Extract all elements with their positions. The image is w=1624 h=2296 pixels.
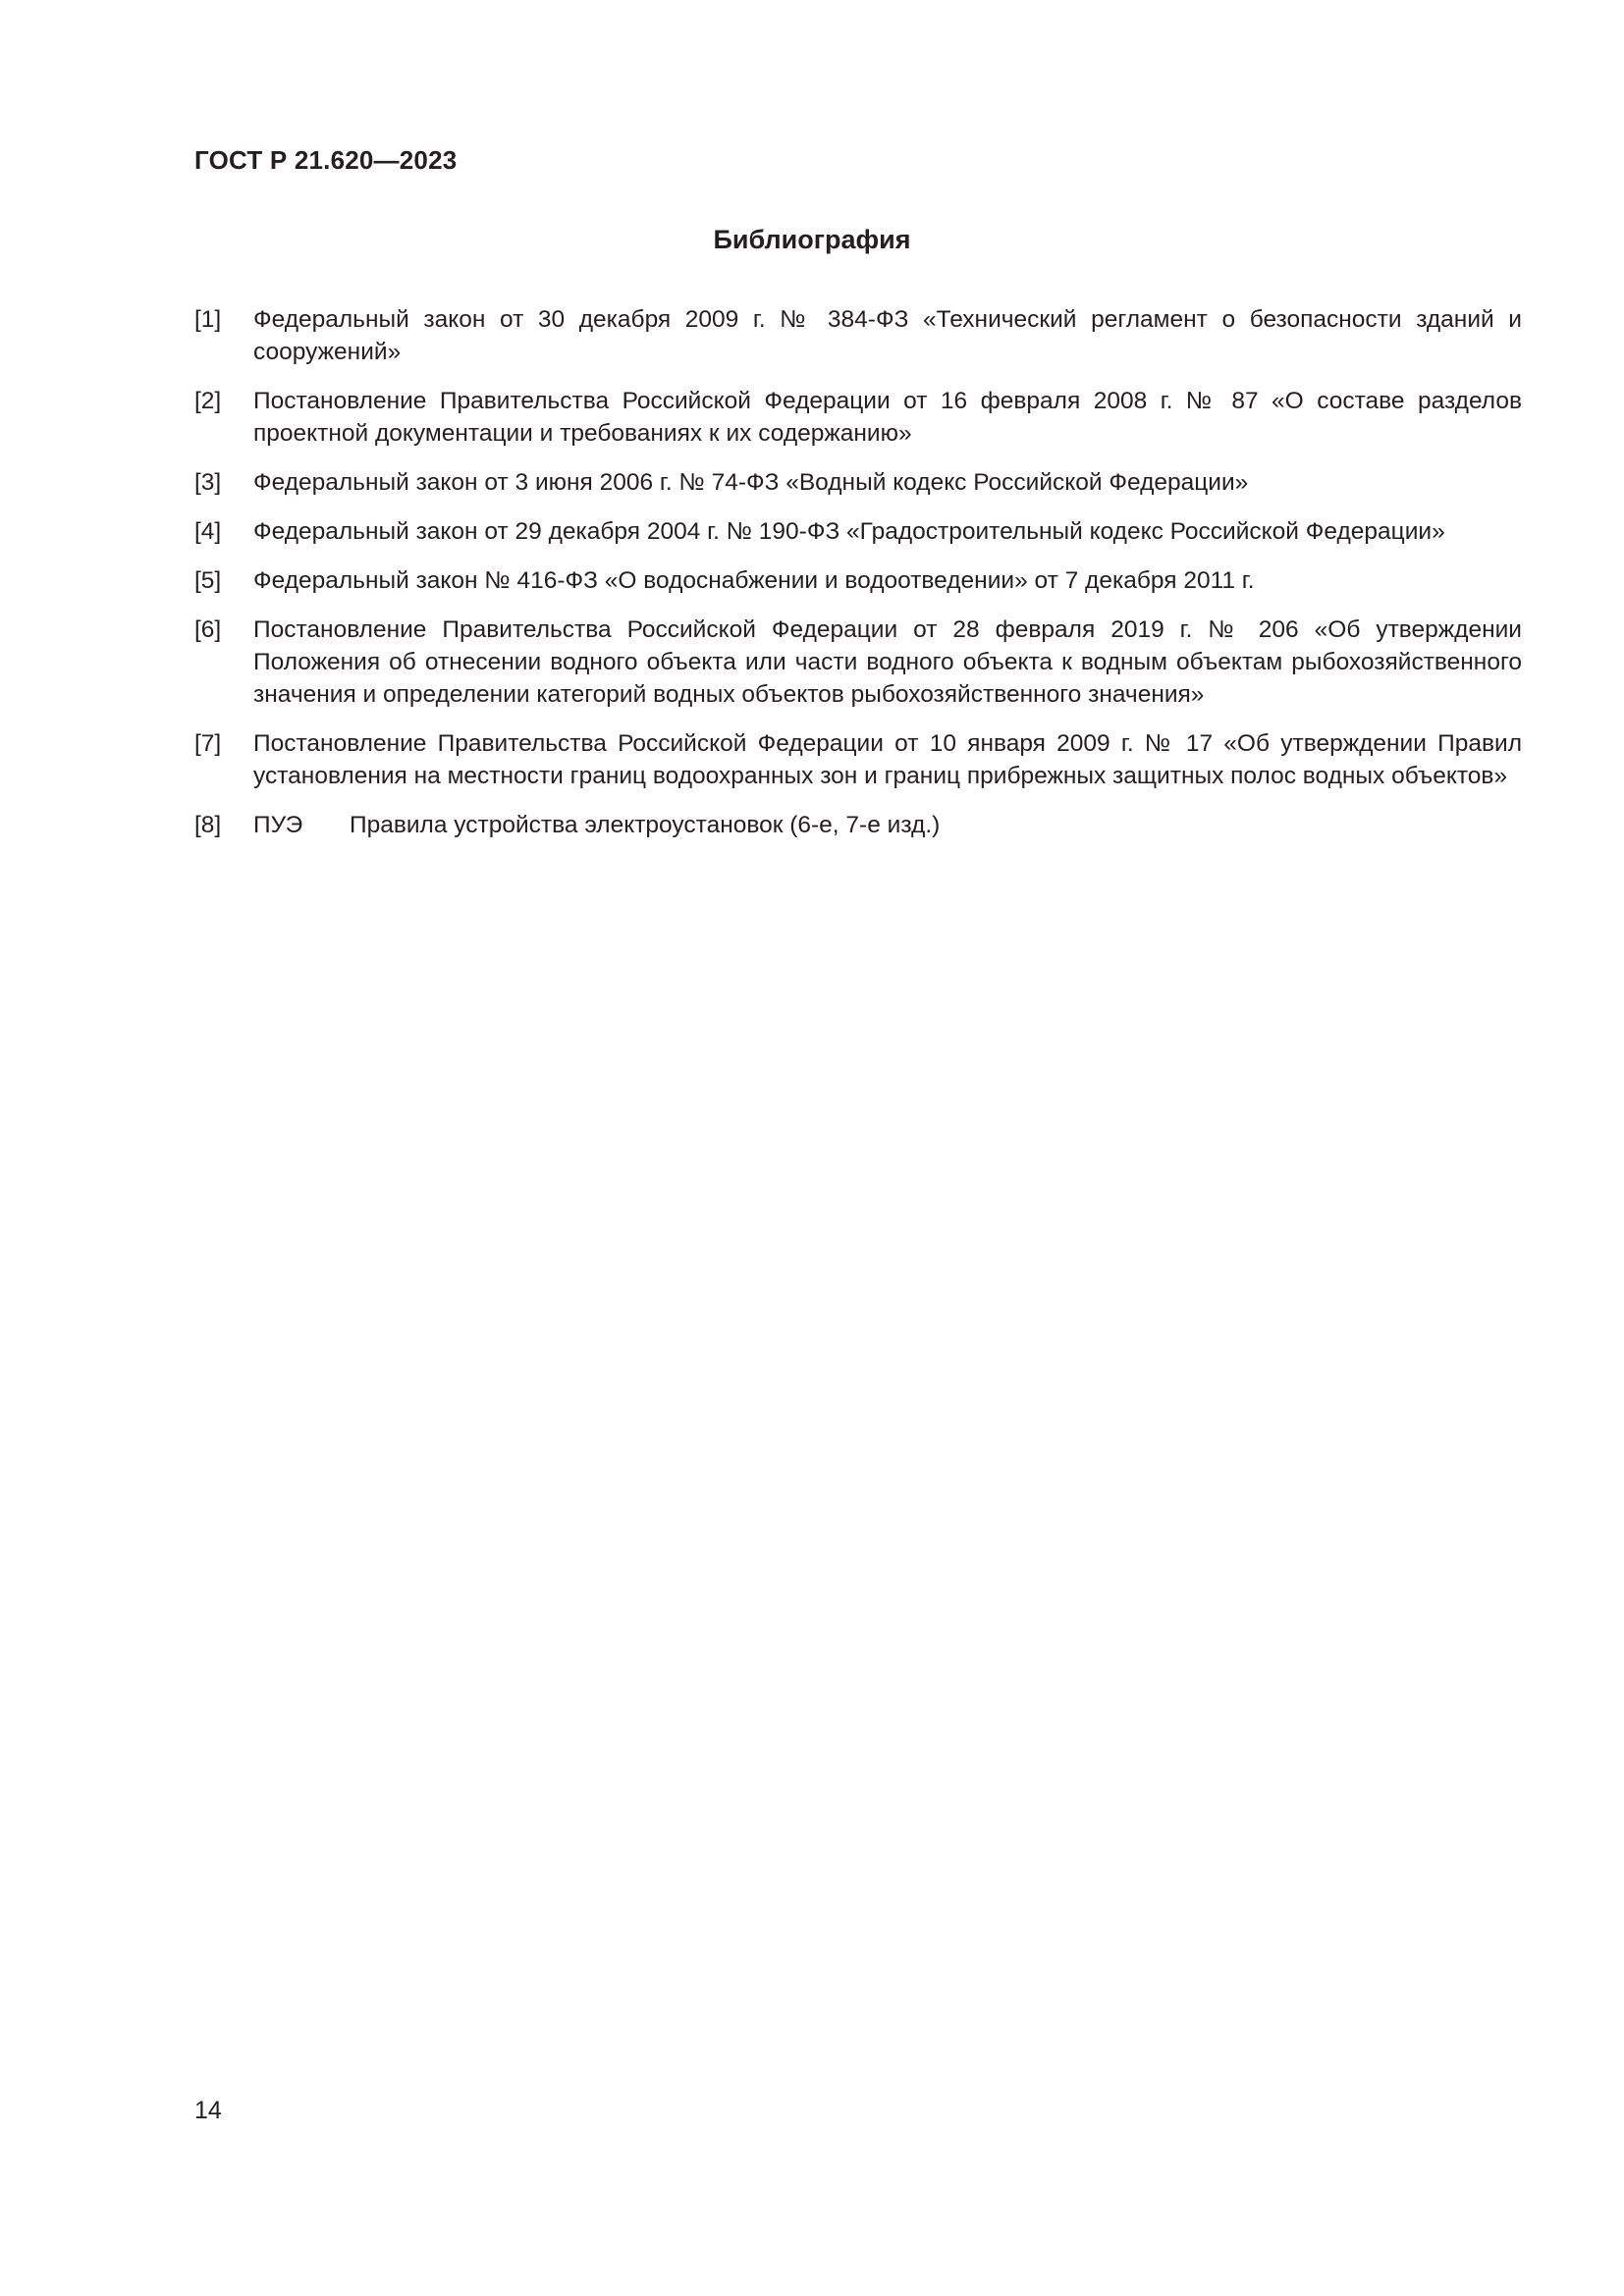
bibliography-item-text: Постановление Правительства Российской Федерации от 28 февраля 2019 г. № 206 «Об утверждении Положения об отнесении водного объекта или части водного объекта к водным объектам рыбохозяйственного значения и определении категорий водных объектов рыбохозяйственного значения» [253, 616, 1522, 708]
bibliography-item-abbreviation: ПУЭ [253, 812, 303, 838]
bibliography-item-number: [4] [194, 518, 222, 545]
document-code: ГОСТ Р 21.620—2023 [194, 145, 458, 175]
bibliography-item-text: Постановление Правительства Российской Федерации от 16 февраля 2008 г. № 87 «О составе разделов проектной документации и требованиях к их содержанию» [253, 388, 1522, 447]
bibliography-item [194, 466, 1522, 499]
bibliography-item-text: Федеральный закон от 30 декабря 2009 г. № 384-ФЗ «Технический регламент о безопасности зданий и сооружений» [253, 306, 1522, 365]
bibliography-item-text: Федеральный закон от 3 июня 2006 г. № 74-ФЗ «Водный кодекс Российской Федерации» [253, 469, 1249, 496]
bibliography-item-number: [7] [194, 730, 222, 757]
bibliography-item [194, 385, 1522, 450]
bibliography-item [194, 303, 1522, 368]
bibliography-item-number: [1] [194, 306, 222, 333]
bibliography-item [194, 809, 1522, 841]
bibliography-item-number: [5] [194, 567, 222, 594]
bibliography-item-text: Федеральный закон от 29 декабря 2004 г. № 190-ФЗ «Градостроительный кодекс Российской Федерации» [253, 518, 1445, 545]
bibliography-item-number: [2] [194, 388, 222, 414]
bibliography-item [194, 727, 1522, 792]
bibliography-item-text: Федеральный закон № 416-ФЗ «О водоснабжении и водоотведении» от 7 декабря 2011 г. [253, 567, 1255, 594]
bibliography-item-number: [6] [194, 616, 222, 643]
bibliography-item-text: Правила устройства электроустановок (6-е, 7-е изд.) [350, 812, 941, 838]
bibliography-list [194, 303, 1522, 858]
section-title: Библиография [713, 225, 911, 254]
bibliography-item-number: [8] [194, 812, 222, 838]
bibliography-item-number: [3] [194, 469, 222, 496]
page-number: 14 [194, 2097, 222, 2124]
bibliography-item-text: Постановление Правительства Российской Федерации от 10 января 2009 г. № 17 «Об утверждении Правил установления на местности границ водоохранных зон и границ прибрежных защитных полос водных объектов» [253, 730, 1522, 789]
bibliography-item [194, 515, 1522, 548]
bibliography-item [194, 614, 1522, 711]
bibliography-item [194, 564, 1522, 597]
